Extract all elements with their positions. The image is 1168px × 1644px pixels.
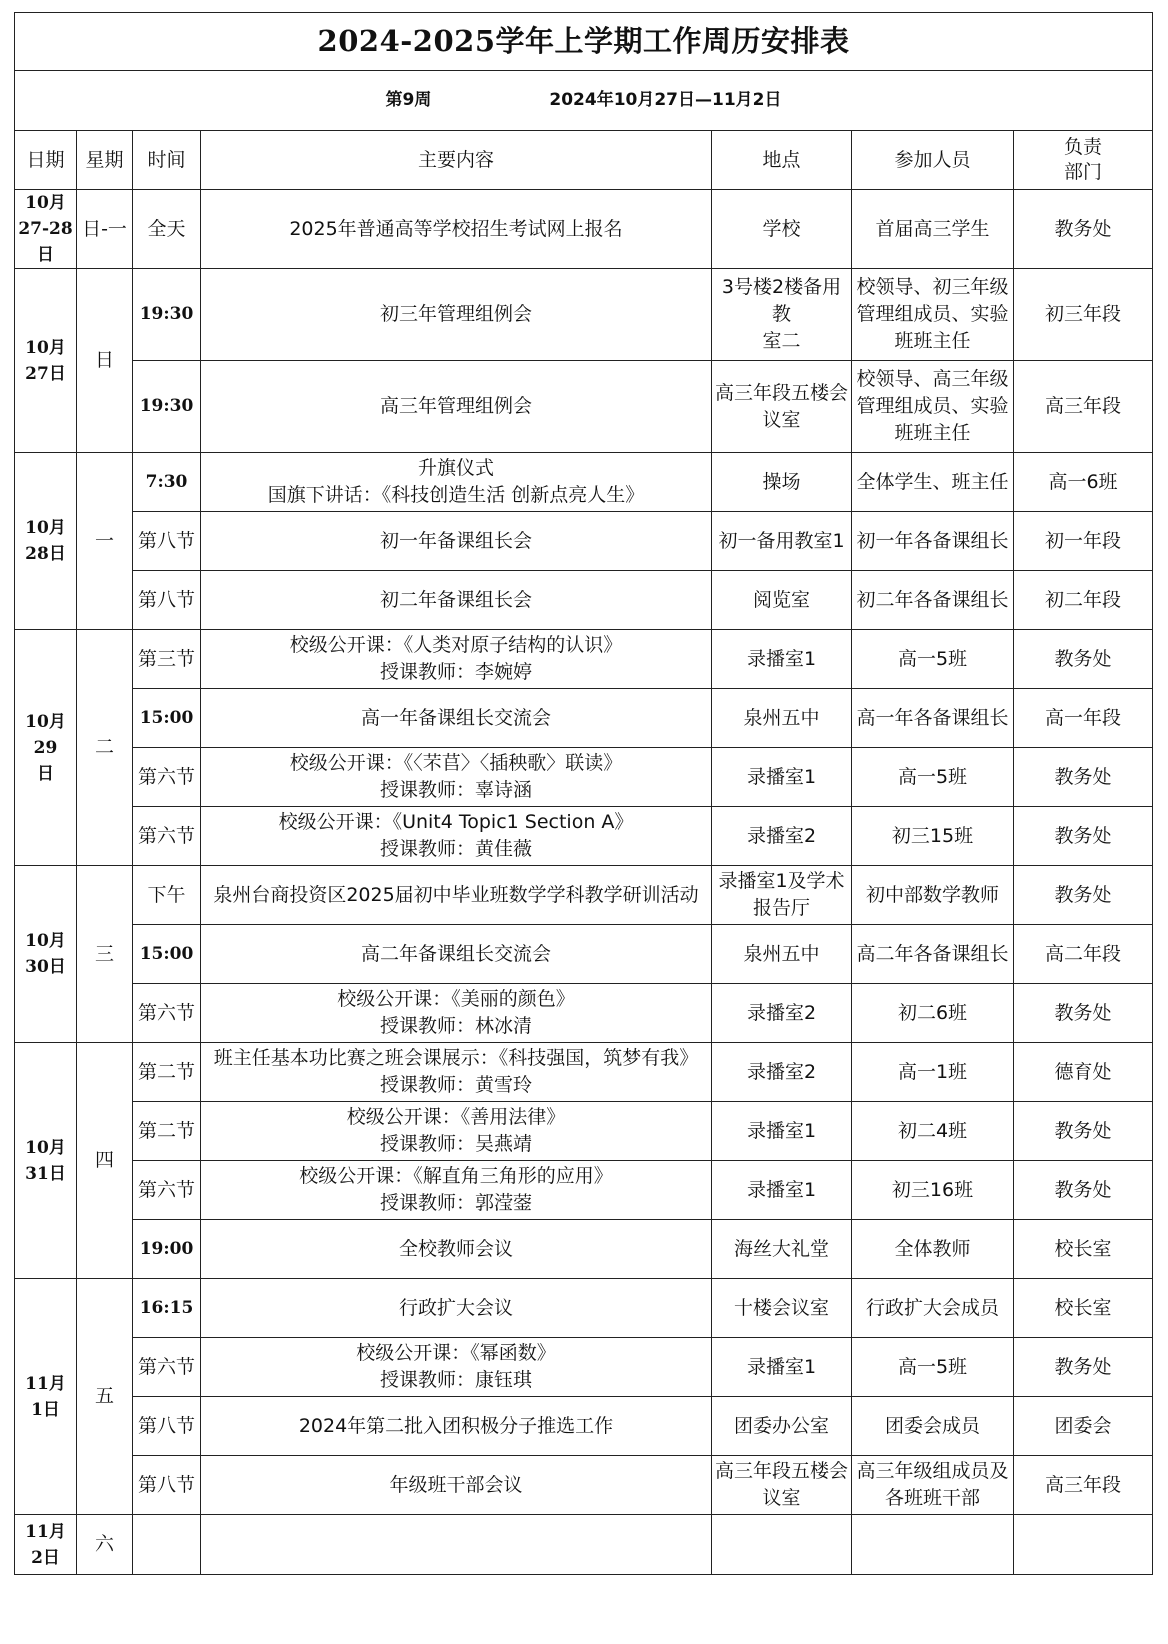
schedule-row bbox=[15, 453, 1153, 512]
time-cell: 第八节 bbox=[133, 1397, 201, 1456]
participants-line: 全体学生、班主任 bbox=[856, 470, 1009, 493]
content-cell bbox=[201, 269, 712, 361]
place-cell bbox=[712, 1161, 852, 1220]
participants-line: 各班班干部 bbox=[884, 1487, 980, 1509]
dept-cell: 教务处 bbox=[1014, 190, 1153, 269]
participants-cell bbox=[852, 984, 1014, 1043]
dept-cell: 教务处 bbox=[1014, 866, 1153, 925]
date-line: 日 bbox=[37, 763, 54, 784]
content-line: 授课教师：康钰琪 bbox=[379, 1369, 532, 1391]
header-participants: 参加人员 bbox=[852, 131, 1014, 190]
participants-line: 首届高三学生 bbox=[875, 217, 990, 240]
place-line: 高三年段五楼会 bbox=[714, 381, 848, 404]
dept-cell: 教务处 bbox=[1014, 748, 1153, 807]
place-cell bbox=[712, 1220, 852, 1279]
schedule-row bbox=[15, 807, 1153, 866]
date-cell bbox=[15, 190, 77, 269]
time-cell bbox=[133, 1515, 201, 1575]
participants-line: 高一5班 bbox=[897, 1355, 968, 1378]
participants-cell bbox=[852, 1397, 1014, 1456]
content-line: 国旗下讲话：《科技创造生活 创新点亮人生》 bbox=[267, 484, 645, 506]
participants-line: 初二4班 bbox=[897, 1119, 968, 1142]
date-line: 27日 bbox=[25, 363, 66, 384]
participants-cell bbox=[852, 1279, 1014, 1338]
place-cell bbox=[712, 512, 852, 571]
content-line: 年级班干部会议 bbox=[389, 1473, 523, 1496]
schedule-row bbox=[15, 571, 1153, 630]
date-cell bbox=[15, 1043, 77, 1279]
participants-cell bbox=[852, 807, 1014, 866]
content-line: 初三年管理组例会 bbox=[379, 303, 532, 325]
page-title: 2024-2025学年上学期工作周历安排表 bbox=[15, 13, 1153, 71]
time-cell: 第八节 bbox=[133, 512, 201, 571]
weekday-cell: 日-一 bbox=[77, 190, 133, 269]
time-cell: 第六节 bbox=[133, 1338, 201, 1397]
place-line: 高三年段五楼会 bbox=[714, 1460, 848, 1482]
place-line: 海丝大礼堂 bbox=[733, 1237, 829, 1260]
time-cell: 第二节 bbox=[133, 1043, 201, 1102]
time-cell: 19:00 bbox=[133, 1220, 201, 1279]
participants-line: 初二6班 bbox=[897, 1001, 968, 1024]
place-cell bbox=[712, 1397, 852, 1456]
week-info bbox=[15, 71, 1153, 131]
content-cell bbox=[201, 689, 712, 748]
place-cell bbox=[712, 807, 852, 866]
place-cell bbox=[712, 866, 852, 925]
time-cell: 19:30 bbox=[133, 361, 201, 453]
dept-cell: 教务处 bbox=[1014, 630, 1153, 689]
content-cell bbox=[201, 925, 712, 984]
content-line: 高二年备课组长交流会 bbox=[360, 942, 551, 965]
dept-cell: 教务处 bbox=[1014, 807, 1153, 866]
content-line: 校级公开课：《善用法律》 bbox=[346, 1106, 566, 1128]
participants-line: 初三16班 bbox=[891, 1178, 974, 1201]
content-line: 授课教师：黄佳薇 bbox=[379, 838, 532, 860]
place-cell bbox=[712, 1338, 852, 1397]
dept-cell: 初二年段 bbox=[1014, 571, 1153, 630]
place-cell bbox=[712, 571, 852, 630]
place-line: 录播室1 bbox=[746, 1119, 817, 1142]
content-cell bbox=[201, 453, 712, 512]
place-cell bbox=[712, 190, 852, 269]
place-line: 录播室1 bbox=[746, 765, 817, 788]
date-line: 10月 bbox=[25, 1137, 66, 1158]
schedule-row bbox=[15, 1456, 1153, 1515]
header-content: 主要内容 bbox=[201, 131, 712, 190]
date-line: 31日 bbox=[25, 1163, 66, 1184]
participants-line: 班班主任 bbox=[894, 330, 971, 352]
weekday-cell: 日 bbox=[77, 269, 133, 453]
time-cell: 第二节 bbox=[133, 1102, 201, 1161]
content-line: 校级公开课：《〈芣苢〉〈插秧歌〉联读》 bbox=[289, 752, 623, 774]
place-line: 操场 bbox=[762, 470, 801, 493]
schedule-row bbox=[15, 361, 1153, 453]
content-line: 全校教师会议 bbox=[398, 1237, 513, 1260]
participants-line: 管理组成员、实验 bbox=[856, 303, 1009, 325]
date-line: 30日 bbox=[25, 957, 66, 977]
participants-cell bbox=[852, 1515, 1014, 1575]
participants-cell bbox=[852, 1456, 1014, 1515]
dept-cell: 德育处 bbox=[1014, 1043, 1153, 1102]
week-number: 第9周 bbox=[385, 90, 432, 110]
content-line: 校级公开课：《解直角三角形的应用》 bbox=[299, 1165, 613, 1187]
weekday-cell: 四 bbox=[77, 1043, 133, 1279]
place-cell bbox=[712, 1043, 852, 1102]
schedule-row bbox=[15, 1161, 1153, 1220]
dept-cell: 高三年段 bbox=[1014, 1456, 1153, 1515]
place-line: 录播室2 bbox=[746, 1060, 817, 1083]
participants-line: 高一年各备课组长 bbox=[856, 706, 1009, 729]
time-cell: 7:30 bbox=[133, 453, 201, 512]
participants-cell bbox=[852, 1338, 1014, 1397]
dept-cell: 高一年段 bbox=[1014, 689, 1153, 748]
content-cell bbox=[201, 748, 712, 807]
content-line: 校级公开课：《Unit4 Topic1 Section A》 bbox=[278, 811, 634, 833]
header-dept-line2: 部门 bbox=[1064, 161, 1103, 183]
content-cell bbox=[201, 1456, 712, 1515]
schedule-row bbox=[15, 1515, 1153, 1575]
schedule-row bbox=[15, 630, 1153, 689]
place-line: 录播室1 bbox=[746, 647, 817, 670]
participants-cell bbox=[852, 630, 1014, 689]
schedule-table bbox=[14, 12, 1153, 1575]
schedule-row bbox=[15, 1397, 1153, 1456]
participants-line: 高一5班 bbox=[897, 765, 968, 788]
content-line: 高一年备课组长交流会 bbox=[360, 706, 551, 729]
participants-cell bbox=[852, 925, 1014, 984]
participants-cell bbox=[852, 1220, 1014, 1279]
place-line: 报告厅 bbox=[752, 897, 810, 919]
participants-cell bbox=[852, 748, 1014, 807]
time-cell: 第六节 bbox=[133, 807, 201, 866]
header-dept-line1: 负责 bbox=[1064, 136, 1103, 158]
weekday-cell: 三 bbox=[77, 866, 133, 1043]
time-cell: 16:15 bbox=[133, 1279, 201, 1338]
header-dept bbox=[1014, 131, 1153, 190]
schedule-row bbox=[15, 1220, 1153, 1279]
content-cell bbox=[201, 984, 712, 1043]
schedule-row bbox=[15, 1043, 1153, 1102]
place-cell bbox=[712, 925, 852, 984]
dept-cell: 高一6班 bbox=[1014, 453, 1153, 512]
header-row bbox=[15, 131, 1153, 190]
place-cell bbox=[712, 361, 852, 453]
content-line: 行政扩大会议 bbox=[398, 1296, 513, 1319]
header-weekday: 星期 bbox=[77, 131, 133, 190]
place-line: 录播室1及学术 bbox=[718, 870, 845, 892]
content-cell bbox=[201, 1220, 712, 1279]
time-cell: 15:00 bbox=[133, 689, 201, 748]
participants-line: 初二年各备课组长 bbox=[856, 588, 1009, 611]
content-cell bbox=[201, 1397, 712, 1456]
content-cell bbox=[201, 1338, 712, 1397]
place-line: 学校 bbox=[762, 217, 801, 240]
participants-cell bbox=[852, 1161, 1014, 1220]
content-cell bbox=[201, 190, 712, 269]
participants-line: 初中部数学教师 bbox=[865, 883, 999, 906]
dept-cell bbox=[1014, 1515, 1153, 1575]
participants-line: 行政扩大会成员 bbox=[865, 1296, 999, 1319]
participants-line: 高三年级组成员及 bbox=[856, 1460, 1009, 1482]
place-line: 录播室1 bbox=[746, 1178, 817, 1201]
place-cell bbox=[712, 1279, 852, 1338]
dept-cell: 高二年段 bbox=[1014, 925, 1153, 984]
content-cell bbox=[201, 807, 712, 866]
participants-line: 管理组成员、实验 bbox=[856, 395, 1009, 417]
place-cell bbox=[712, 748, 852, 807]
schedule-row bbox=[15, 689, 1153, 748]
time-cell: 下午 bbox=[133, 866, 201, 925]
content-line: 授课教师：郭滢蓥 bbox=[379, 1192, 532, 1214]
place-line: 议室 bbox=[762, 408, 801, 431]
schedule-row bbox=[15, 748, 1153, 807]
dept-cell: 校长室 bbox=[1014, 1220, 1153, 1279]
schedule-row bbox=[15, 1279, 1153, 1338]
participants-cell bbox=[852, 361, 1014, 453]
time-cell: 第六节 bbox=[133, 748, 201, 807]
dept-cell: 教务处 bbox=[1014, 1338, 1153, 1397]
content-cell bbox=[201, 1102, 712, 1161]
place-line: 泉州五中 bbox=[743, 942, 820, 965]
content-cell bbox=[201, 512, 712, 571]
place-line: 录播室2 bbox=[746, 1001, 817, 1024]
time-cell: 15:00 bbox=[133, 925, 201, 984]
header-date: 日期 bbox=[15, 131, 77, 190]
participants-line: 校领导、初三年级 bbox=[856, 276, 1009, 298]
participants-cell bbox=[852, 1043, 1014, 1102]
content-cell bbox=[201, 1515, 712, 1575]
dept-cell: 教务处 bbox=[1014, 1102, 1153, 1161]
dept-cell: 初一年段 bbox=[1014, 512, 1153, 571]
date-cell bbox=[15, 1279, 77, 1515]
participants-cell bbox=[852, 866, 1014, 925]
date-line: 2日 bbox=[31, 1547, 60, 1568]
date-line: 10月29 bbox=[25, 711, 66, 758]
dept-cell: 初三年段 bbox=[1014, 269, 1153, 361]
date-line: 28日 bbox=[25, 544, 66, 564]
content-cell bbox=[201, 571, 712, 630]
content-line: 泉州台商投资区2025届初中毕业班数学学科教学研训活动 bbox=[213, 883, 699, 906]
dept-cell: 教务处 bbox=[1014, 1161, 1153, 1220]
schedule-page bbox=[14, 12, 1152, 1575]
participants-cell bbox=[852, 453, 1014, 512]
participants-line: 校领导、高三年级 bbox=[856, 368, 1009, 390]
participants-line: 初三15班 bbox=[891, 824, 974, 847]
content-line: 2024年第二批入团积极分子推选工作 bbox=[298, 1414, 614, 1437]
schedule-row bbox=[15, 1102, 1153, 1161]
place-cell bbox=[712, 1515, 852, 1575]
content-cell bbox=[201, 361, 712, 453]
date-line: 11月 bbox=[25, 1373, 66, 1394]
content-line: 校级公开课：《人类对原子结构的认识》 bbox=[289, 634, 623, 656]
content-line: 初二年备课组长会 bbox=[379, 588, 532, 611]
participants-cell bbox=[852, 689, 1014, 748]
dept-cell: 教务处 bbox=[1014, 984, 1153, 1043]
schedule-row bbox=[15, 269, 1153, 361]
participants-cell bbox=[852, 1102, 1014, 1161]
place-cell bbox=[712, 1456, 852, 1515]
participants-cell bbox=[852, 190, 1014, 269]
place-cell bbox=[712, 630, 852, 689]
schedule-row bbox=[15, 984, 1153, 1043]
dept-cell: 高三年段 bbox=[1014, 361, 1153, 453]
content-cell bbox=[201, 1043, 712, 1102]
content-cell bbox=[201, 1279, 712, 1338]
content-cell bbox=[201, 866, 712, 925]
dept-cell: 团委会 bbox=[1014, 1397, 1153, 1456]
date-line: 10月 bbox=[25, 193, 66, 213]
place-cell bbox=[712, 984, 852, 1043]
schedule-row bbox=[15, 512, 1153, 571]
content-line: 授课教师：辜诗涵 bbox=[379, 779, 532, 801]
date-line: 11月 bbox=[25, 1521, 66, 1542]
time-cell: 第三节 bbox=[133, 630, 201, 689]
weekday-cell: 二 bbox=[77, 630, 133, 866]
date-cell bbox=[15, 630, 77, 866]
time-cell: 第六节 bbox=[133, 1161, 201, 1220]
participants-line: 高一1班 bbox=[897, 1060, 968, 1083]
date-line: 27-28日 bbox=[18, 219, 73, 265]
weekday-cell: 一 bbox=[77, 453, 133, 630]
weekday-cell: 六 bbox=[77, 1515, 133, 1575]
participants-line: 高二年各备课组长 bbox=[856, 942, 1009, 965]
weekday-cell: 五 bbox=[77, 1279, 133, 1515]
time-cell: 第八节 bbox=[133, 571, 201, 630]
schedule-row bbox=[15, 866, 1153, 925]
schedule-row bbox=[15, 190, 1153, 269]
participants-line: 团委会成员 bbox=[884, 1414, 980, 1437]
place-cell bbox=[712, 689, 852, 748]
content-line: 2025年普通高等学校招生考试网上报名 bbox=[289, 217, 623, 240]
content-line: 校级公开课：《幂函数》 bbox=[356, 1342, 556, 1364]
date-line: 1日 bbox=[31, 1399, 60, 1420]
date-line: 10月 bbox=[25, 931, 66, 951]
participants-cell bbox=[852, 269, 1014, 361]
content-line: 校级公开课：《美丽的颜色》 bbox=[337, 988, 575, 1010]
time-cell: 19:30 bbox=[133, 269, 201, 361]
place-line: 室二 bbox=[762, 330, 801, 352]
content-line: 授课教师：吴燕靖 bbox=[379, 1133, 532, 1155]
content-line: 授课教师：黄雪玲 bbox=[379, 1074, 532, 1096]
date-range: 2024年10月27日—11月2日 bbox=[549, 90, 782, 110]
participants-line: 全体教师 bbox=[894, 1237, 971, 1260]
content-line: 授课教师：林冰清 bbox=[379, 1015, 532, 1037]
place-line: 团委办公室 bbox=[733, 1414, 829, 1437]
header-time: 时间 bbox=[133, 131, 201, 190]
date-cell bbox=[15, 866, 77, 1043]
place-line: 3号楼2楼备用教 bbox=[721, 276, 842, 325]
place-line: 议室 bbox=[762, 1487, 801, 1509]
place-cell bbox=[712, 269, 852, 361]
date-line: 10月 bbox=[25, 518, 66, 538]
place-line: 录播室2 bbox=[746, 824, 817, 847]
participants-cell bbox=[852, 571, 1014, 630]
place-line: 泉州五中 bbox=[743, 706, 820, 729]
dept-cell: 校长室 bbox=[1014, 1279, 1153, 1338]
place-line: 初一备用教室1 bbox=[718, 529, 845, 552]
date-cell bbox=[15, 1515, 77, 1575]
place-line: 录播室1 bbox=[746, 1355, 817, 1378]
participants-line: 初一年各备课组长 bbox=[856, 529, 1009, 552]
content-line: 高三年管理组例会 bbox=[379, 395, 532, 417]
place-cell bbox=[712, 453, 852, 512]
place-line: 十楼会议室 bbox=[733, 1296, 829, 1319]
time-cell: 第六节 bbox=[133, 984, 201, 1043]
participants-line: 高一5班 bbox=[897, 647, 968, 670]
content-cell bbox=[201, 630, 712, 689]
schedule-row bbox=[15, 1338, 1153, 1397]
schedule-row bbox=[15, 925, 1153, 984]
time-cell: 第八节 bbox=[133, 1456, 201, 1515]
content-line: 授课教师：李婉婷 bbox=[379, 661, 532, 683]
content-line: 初一年备课组长会 bbox=[379, 529, 532, 552]
content-line: 班主任基本功比赛之班会课展示：《科技强国，筑梦有我》 bbox=[213, 1047, 699, 1069]
participants-line: 班班主任 bbox=[894, 422, 971, 444]
time-cell: 全天 bbox=[133, 190, 201, 269]
participants-cell bbox=[852, 512, 1014, 571]
content-line: 升旗仪式 bbox=[417, 457, 494, 479]
header-place: 地点 bbox=[712, 131, 852, 190]
date-line: 10月 bbox=[25, 337, 66, 358]
place-cell bbox=[712, 1102, 852, 1161]
content-cell bbox=[201, 1161, 712, 1220]
place-line: 阅览室 bbox=[752, 588, 810, 611]
date-cell bbox=[15, 269, 77, 453]
date-cell bbox=[15, 453, 77, 630]
